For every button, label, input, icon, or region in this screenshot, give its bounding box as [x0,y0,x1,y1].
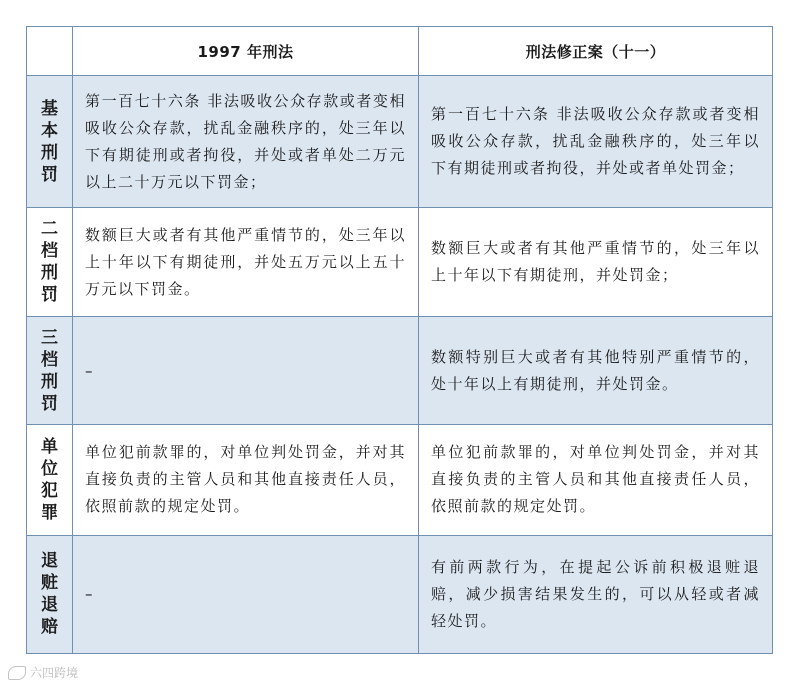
cell-amendment-text: 单位犯前款罪的，对单位判处罚金，并对其直接负责的主管人员和其他直接责任人员，依照前款的规定处罚。 [419,424,773,535]
table-row [27,535,773,653]
row-label: 基本刑罚 [27,76,73,208]
cell-amendment-text: 第一百七十六条 非法吸收公众存款或者变相吸收公众存款，扰乱金融秩序的，处三年以下有期徒刑或者拘役，并处或者单处罚金； [419,76,773,208]
row-label: 退赃退赔 [27,535,73,653]
law-comparison-table [26,26,773,654]
watermark-text: 六四跨境 [30,666,79,680]
table-row [27,424,773,535]
row-label: 三档刑罚 [27,317,73,424]
cell-amendment-text: 数额巨大或者有其他严重情节的，处三年以上十年以下有期徒刑，并处罚金； [419,208,773,317]
cell-amendment-text: 有前两款行为，在提起公诉前积极退赃退赔，减少损害结果发生的，可以从轻或者减轻处罚。 [419,535,773,653]
row-label: 二档刑罚 [27,208,73,317]
table-header-row [27,27,773,76]
comparison-table-container [26,26,772,654]
watermark-logo-icon [8,666,26,680]
cell-1997-text: 第一百七十六条 非法吸收公众存款或者变相吸收公众存款，扰乱金融秩序的，处三年以下有期徒刑或者拘役，并处或者单处二万元以上二十万元以下罚金； [73,76,419,208]
cell-1997-text: 单位犯前款罪的，对单位判处罚金，并对其直接负责的主管人员和其他直接责任人员，依照前款的规定处罚。 [73,424,419,535]
corner-cell [27,27,73,76]
watermark [8,664,78,681]
row-label: 单位犯罪 [27,424,73,535]
cell-amendment-text: 数额特别巨大或者有其他特别严重情节的，处十年以上有期徒刑，并处罚金。 [419,317,773,424]
cell-1997-text: 数额巨大或者有其他严重情节的，处三年以上十年以下有期徒刑，并处五万元以上五十万元以下罚金。 [73,208,419,317]
table-row [27,208,773,317]
table-row [27,317,773,424]
table-row [27,76,773,208]
column-header-1997-law: 1997 年刑法 [73,27,419,76]
cell-1997-text: – [73,317,419,424]
cell-1997-text: – [73,535,419,653]
column-header-amendment-11: 刑法修正案（十一） [419,27,773,76]
